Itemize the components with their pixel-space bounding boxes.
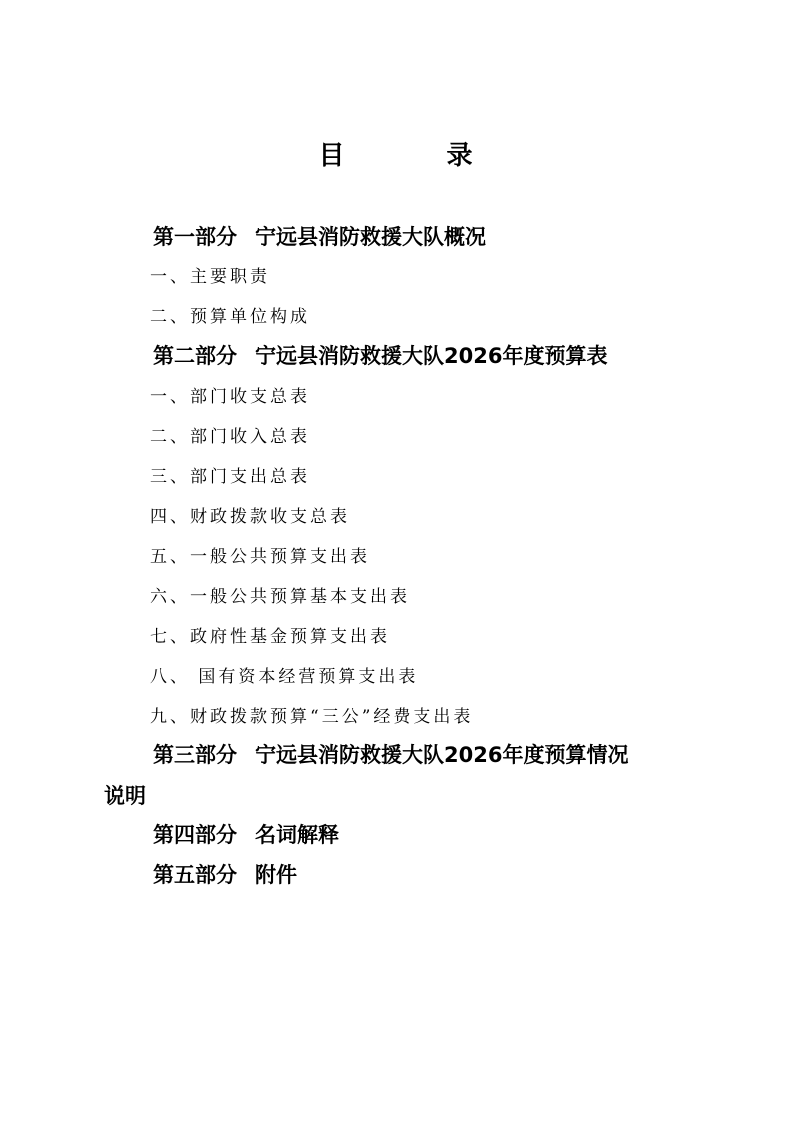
page-title: 目 录 [318,141,511,171]
part-label: 第四部分 [153,823,237,847]
toc-part-5[interactable] [153,860,297,890]
toc-section[interactable]: 三、部门支出总表 [150,467,310,487]
part-name: 宁远县消防救援大队2026年度预算情况 [255,743,629,767]
part-label: 第二部分 [153,344,237,368]
part-name: 宁远县消防救援大队概况 [255,225,486,249]
toc-section[interactable]: 二、预算单位构成 [150,307,310,327]
part-name: 名词解释 [255,823,339,847]
toc-section[interactable]: 一、部门收支总表 [150,387,310,407]
toc-part-1[interactable] [153,222,486,252]
toc-section[interactable]: 八、 国有资本经营预算支出表 [150,667,419,687]
toc-section[interactable]: 二、部门收入总表 [150,427,310,447]
part-label: 第五部分 [153,863,237,887]
toc-part-3-continuation[interactable]: 说明 [104,784,146,808]
toc-section[interactable]: 六、一般公共预算基本支出表 [150,587,410,607]
part-label: 第一部分 [153,225,237,249]
toc-part-2[interactable] [153,341,607,371]
toc-section[interactable]: 九、财政拨款预算“三公”经费支出表 [150,707,474,727]
part-label: 第三部分 [153,743,237,767]
toc-section[interactable]: 七、政府性基金预算支出表 [150,627,390,647]
toc-section[interactable]: 一、主要职责 [150,267,270,287]
toc-section[interactable]: 五、一般公共预算支出表 [150,547,370,567]
toc-part-3[interactable] [153,740,628,770]
toc-part-4[interactable] [153,820,339,850]
part-name: 宁远县消防救援大队2026年度预算表 [255,344,608,368]
toc-section[interactable]: 四、财政拨款收支总表 [150,507,350,527]
part-name: 附件 [255,863,297,887]
